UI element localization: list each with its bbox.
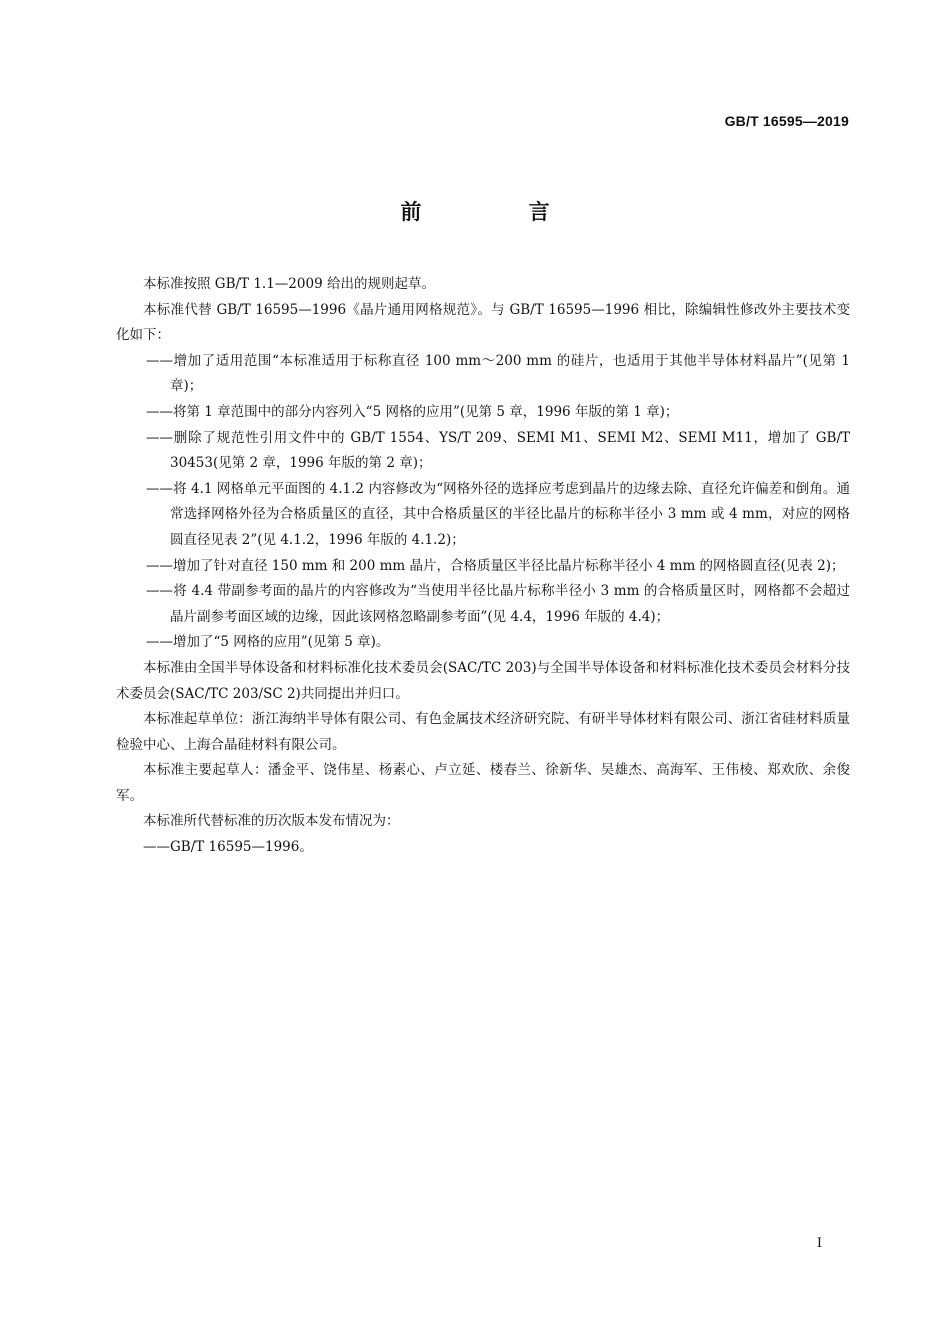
paragraph: 本标准主要起草人：潘金平、饶伟星、杨素心、卢立延、楼春兰、徐新华、吴雄杰、高海军、王伟棱、郑欢欣、余俊军。 — [116, 762, 850, 804]
document-body — [116, 272, 850, 861]
change-item: ——增加了适用范围“本标准适用于标称直径 100 mm～200 mm 的硅片，也适用于其他半导体材料晶片”(见第 1 章)； — [146, 352, 850, 395]
paragraph: 本标准起草单位：浙江海纳半导体有限公司、有色金属技术经济研究院、有研半导体材料有限公司、浙江省硅材料质量检验中心、上海合晶硅材料有限公司。 — [116, 711, 850, 753]
document-code: GB/T 16595—2019 — [724, 113, 849, 129]
change-item: ——将 4.1 网格单元平面图的 4.1.2 内容修改为“网格外径的选择应考虑到晶片的边缘去除、直径允许偏差和倒角。通常选择网格外径为合格质量区的直径，其中合格质量区的半径比晶片的标称半径小 3 mm 或 4 mm，对应的网格圆直径见表 2”(见 4.1.2，1996 年版的 4.1.2)； — [146, 480, 850, 548]
change-item: ——将第 1 章范围中的部分内容列入“5 网格的应用”(见第 5 章，1996 年版的第 1 章)； — [146, 403, 679, 420]
change-item: ——增加了针对直径 150 mm 和 200 mm 晶片，合格质量区半径比晶片标称半径小 4 mm 的网格圆直径(见表 2)； — [146, 557, 845, 574]
page-title: 前 言 — [400, 200, 600, 224]
paragraph: 本标准按照 GB/T 1.1—2009 给出的规则起草。 — [143, 276, 435, 292]
change-item: ——将 4.4 带副参考面的晶片的内容修改为“当使用半径比晶片标称半径小 3 mm 的合格质量区时，网格都不会超过晶片副参考面区域的边缘，因此该网格忽略副参考面”(见 4.4，1996 年版的 4.4)； — [146, 583, 850, 625]
change-item: ——删除了规范性引用文件中的 GB/T 1554、YS/T 209、SEMI M1、SEMI M2、SEMI M11，增加了 GB/T 30453(见第 2 章，1996 年版的第 2 章)； — [146, 429, 850, 472]
page-number: I — [816, 1236, 822, 1251]
paragraph: 本标准所代替标准的历次版本发布情况为： — [143, 813, 400, 830]
paragraph: 本标准代替 GB/T 16595—1996《晶片通用网格规范》。与 GB/T 16595—1996 相比，除编辑性修改外主要技术变化如下： — [116, 301, 850, 344]
history-item: ——GB/T 16595—1996。 — [143, 839, 313, 856]
paragraph: 本标准由全国半导体设备和材料标准化技术委员会(SAC/TC 203)与全国半导体设备和材料标准化技术委员会材料分技术委员会(SAC/TC 203/SC 2)共同提出并归口。 — [116, 659, 850, 702]
change-item: ——增加了“5 网格的应用”(见第 5 章)。 — [146, 634, 390, 651]
